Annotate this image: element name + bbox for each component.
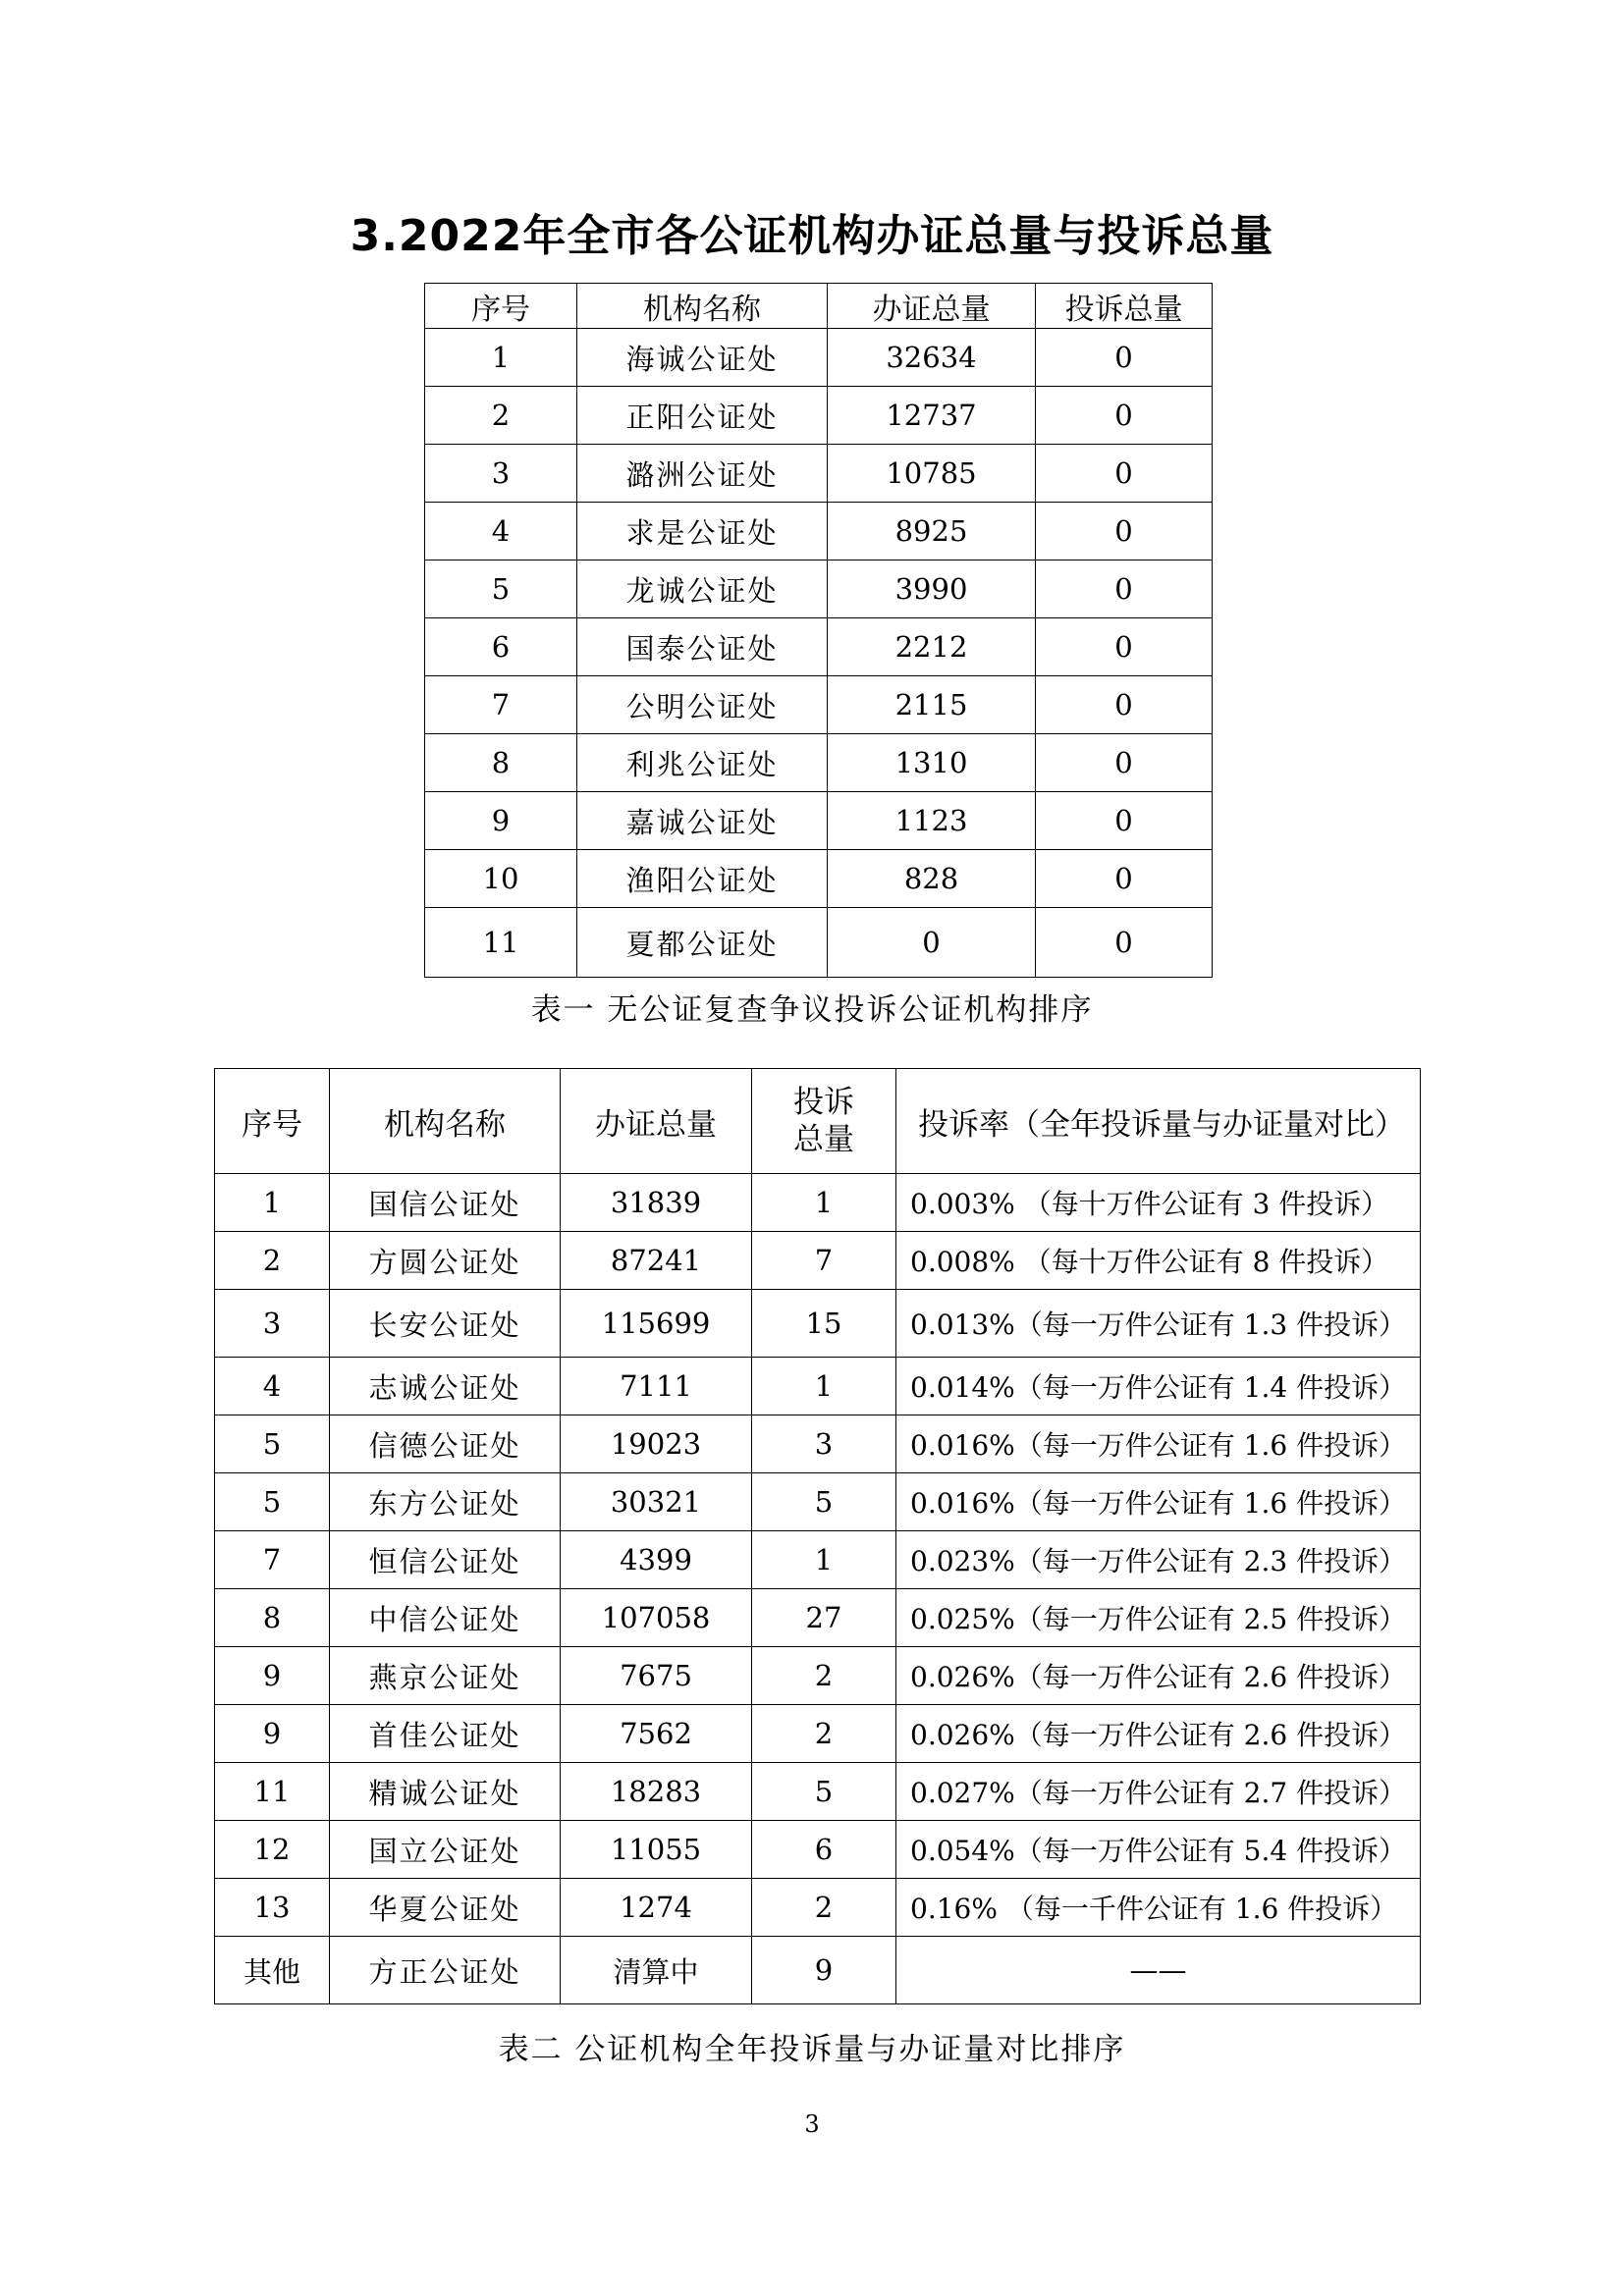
table2-caption: 表二 公证机构全年投诉量与办证量对比排序: [498, 2032, 1126, 2067]
cell-volume: 19023: [561, 1415, 752, 1473]
cell-org-name: 首佳公证处: [330, 1705, 561, 1763]
cell-volume: 0: [828, 908, 1036, 978]
col-header-complaints: 投诉总量: [1036, 284, 1213, 329]
cell-volume: 8925: [828, 503, 1036, 561]
cell-volume: 3990: [828, 561, 1036, 618]
cell-index: 8: [425, 734, 577, 792]
cell-org-name: 公明公证处: [577, 676, 828, 734]
cell-org-name: 海诚公证处: [577, 329, 828, 387]
cell-index: 10: [425, 850, 577, 908]
cell-org-name: 利兆公证处: [577, 734, 828, 792]
cell-index: 9: [425, 792, 577, 850]
cell-index: 5: [215, 1473, 330, 1531]
cell-org-name: 东方公证处: [330, 1473, 561, 1531]
table-row: [425, 445, 1213, 503]
cell-volume: 7675: [561, 1647, 752, 1705]
cell-index: 1: [425, 329, 577, 387]
table-row: [425, 329, 1213, 387]
cell-index: 11: [215, 1763, 330, 1821]
cell-org-name: 方正公证处: [330, 1937, 561, 2004]
cell-complaints: 0: [1036, 850, 1213, 908]
cell-index: 9: [215, 1647, 330, 1705]
cell-volume: 1274: [561, 1879, 752, 1937]
cell-org-name: 夏都公证处: [577, 908, 828, 978]
cell-index: 11: [425, 908, 577, 978]
cell-volume: 828: [828, 850, 1036, 908]
cell-rate: 0.16% （每一千件公证有 1.6 件投诉）: [896, 1879, 1421, 1937]
table-row: [215, 1415, 1421, 1473]
table-row: [425, 676, 1213, 734]
cell-rate: 0.016%（每一万件公证有 1.6 件投诉）: [896, 1415, 1421, 1473]
table-row: [215, 1937, 1421, 2004]
cell-index: 13: [215, 1879, 330, 1937]
col-header-org: 机构名称: [577, 284, 828, 329]
cell-index: 8: [215, 1589, 330, 1647]
table1-caption: 表一 无公证复查争议投诉公证机构排序: [530, 992, 1094, 1028]
table-row: [215, 1705, 1421, 1763]
cell-org-name: 潞洲公证处: [577, 445, 828, 503]
cell-rate: 0.025%（每一万件公证有 2.5 件投诉）: [896, 1589, 1421, 1647]
table-row: [215, 1290, 1421, 1358]
cell-volume: 7111: [561, 1358, 752, 1415]
cell-complaints: 5: [752, 1763, 896, 1821]
cell-volume: 30321: [561, 1473, 752, 1531]
cell-volume: 11055: [561, 1821, 752, 1879]
cell-volume: 32634: [828, 329, 1036, 387]
col-header-index: 序号: [425, 284, 577, 329]
cell-org-name: 华夏公证处: [330, 1879, 561, 1937]
cell-volume: 18283: [561, 1763, 752, 1821]
cell-complaints: 0: [1036, 329, 1213, 387]
cell-org-name: 燕京公证处: [330, 1647, 561, 1705]
cell-org-name: 国泰公证处: [577, 618, 828, 676]
cell-org-name: 精诚公证处: [330, 1763, 561, 1821]
cell-index: 9: [215, 1705, 330, 1763]
col-header-volume: 办证总量: [561, 1069, 752, 1174]
table-row: [215, 1647, 1421, 1705]
cell-org-name: 求是公证处: [577, 503, 828, 561]
cell-index: 5: [425, 561, 577, 618]
cell-index: 2: [215, 1232, 330, 1290]
table-row: [215, 1821, 1421, 1879]
cell-rate: 0.008% （每十万件公证有 8 件投诉）: [896, 1232, 1421, 1290]
cell-rate: 0.054%（每一万件公证有 5.4 件投诉）: [896, 1821, 1421, 1879]
table-row: [425, 387, 1213, 445]
cell-org-name: 国立公证处: [330, 1821, 561, 1879]
page-number: 3: [804, 2110, 820, 2138]
table-header-row: [215, 1069, 1421, 1174]
cell-volume: 2115: [828, 676, 1036, 734]
col-header-index: 序号: [215, 1069, 330, 1174]
cell-volume: 31839: [561, 1174, 752, 1232]
cell-org-name: 国信公证处: [330, 1174, 561, 1232]
cell-rate: 0.013%（每一万件公证有 1.3 件投诉）: [896, 1290, 1421, 1358]
table-row: [215, 1531, 1421, 1589]
cell-complaints: 0: [1036, 561, 1213, 618]
cell-index: 6: [425, 618, 577, 676]
cell-complaints: 5: [752, 1473, 896, 1531]
cell-complaints: 2: [752, 1705, 896, 1763]
cell-volume: 12737: [828, 387, 1036, 445]
table-header-row: [425, 284, 1213, 329]
cell-rate: 0.027%（每一万件公证有 2.7 件投诉）: [896, 1763, 1421, 1821]
table-row: [425, 618, 1213, 676]
cell-complaints: 15: [752, 1290, 896, 1358]
cell-complaints: 0: [1036, 676, 1213, 734]
table-row: [425, 908, 1213, 978]
cell-org-name: 渔阳公证处: [577, 850, 828, 908]
col-header-org: 机构名称: [330, 1069, 561, 1174]
cell-complaints: 7: [752, 1232, 896, 1290]
cell-volume: 清算中: [561, 1937, 752, 2004]
cell-volume: 10785: [828, 445, 1036, 503]
cell-complaints: 0: [1036, 908, 1213, 978]
cell-index: 12: [215, 1821, 330, 1879]
cell-index: 3: [215, 1290, 330, 1358]
cell-rate: 0.026%（每一万件公证有 2.6 件投诉）: [896, 1705, 1421, 1763]
col-header-rate: 投诉率（全年投诉量与办证量对比）: [896, 1069, 1421, 1174]
table-row: [215, 1473, 1421, 1531]
cell-complaints: 0: [1036, 445, 1213, 503]
cell-org-name: 长安公证处: [330, 1290, 561, 1358]
cell-org-name: 志诚公证处: [330, 1358, 561, 1415]
cell-complaints: 0: [1036, 792, 1213, 850]
cell-complaints: 6: [752, 1821, 896, 1879]
cell-index: 7: [425, 676, 577, 734]
cell-org-name: 龙诚公证处: [577, 561, 828, 618]
cell-index: 其他: [215, 1937, 330, 2004]
cell-index: 1: [215, 1174, 330, 1232]
cell-complaints: 1: [752, 1174, 896, 1232]
cell-index: 4: [425, 503, 577, 561]
table-row: [215, 1174, 1421, 1232]
cell-index: 2: [425, 387, 577, 445]
cell-index: 7: [215, 1531, 330, 1589]
table-no-complaints: [424, 283, 1213, 978]
cell-volume: 4399: [561, 1531, 752, 1589]
cell-complaints: 27: [752, 1589, 896, 1647]
col-header-complaints: [752, 1069, 896, 1174]
table-row: [215, 1358, 1421, 1415]
cell-complaints: 1: [752, 1358, 896, 1415]
cell-index: 4: [215, 1358, 330, 1415]
cell-volume: 87241: [561, 1232, 752, 1290]
cell-rate: 0.016%（每一万件公证有 1.6 件投诉）: [896, 1473, 1421, 1531]
cell-complaints: 0: [1036, 734, 1213, 792]
table-row: [215, 1232, 1421, 1290]
table-row: [425, 561, 1213, 618]
cell-rate: ——: [896, 1937, 1421, 2004]
col-header-complaints-line2: 总量: [793, 1122, 854, 1157]
table-complaint-ratio: [214, 1068, 1421, 2004]
table-row: [215, 1589, 1421, 1647]
cell-volume: 2212: [828, 618, 1036, 676]
cell-rate: 0.026%（每一万件公证有 2.6 件投诉）: [896, 1647, 1421, 1705]
col-header-complaints-line1: 投诉: [793, 1085, 854, 1120]
cell-volume: 107058: [561, 1589, 752, 1647]
table-row: [425, 503, 1213, 561]
cell-complaints: 1: [752, 1531, 896, 1589]
cell-org-name: 中信公证处: [330, 1589, 561, 1647]
cell-index: 5: [215, 1415, 330, 1473]
cell-rate: 0.003% （每十万件公证有 3 件投诉）: [896, 1174, 1421, 1232]
cell-volume: 7562: [561, 1705, 752, 1763]
table-row: [425, 850, 1213, 908]
cell-volume: 1310: [828, 734, 1036, 792]
cell-complaints: 2: [752, 1879, 896, 1937]
table-row: [425, 792, 1213, 850]
cell-complaints: 2: [752, 1647, 896, 1705]
cell-org-name: 方圆公证处: [330, 1232, 561, 1290]
cell-complaints: 3: [752, 1415, 896, 1473]
page-title: 3.2022年全市各公证机构办证总量与投诉总量: [350, 211, 1274, 261]
cell-rate: 0.023%（每一万件公证有 2.3 件投诉）: [896, 1531, 1421, 1589]
cell-complaints: 0: [1036, 387, 1213, 445]
cell-complaints: 0: [1036, 618, 1213, 676]
cell-volume: 115699: [561, 1290, 752, 1358]
table-row: [215, 1763, 1421, 1821]
cell-org-name: 嘉诚公证处: [577, 792, 828, 850]
table-row: [425, 734, 1213, 792]
cell-complaints: 0: [1036, 503, 1213, 561]
cell-org-name: 信德公证处: [330, 1415, 561, 1473]
cell-volume: 1123: [828, 792, 1036, 850]
cell-index: 3: [425, 445, 577, 503]
cell-org-name: 恒信公证处: [330, 1531, 561, 1589]
cell-org-name: 正阳公证处: [577, 387, 828, 445]
cell-complaints: 9: [752, 1937, 896, 2004]
cell-rate: 0.014%（每一万件公证有 1.4 件投诉）: [896, 1358, 1421, 1415]
table-row: [215, 1879, 1421, 1937]
col-header-volume: 办证总量: [828, 284, 1036, 329]
